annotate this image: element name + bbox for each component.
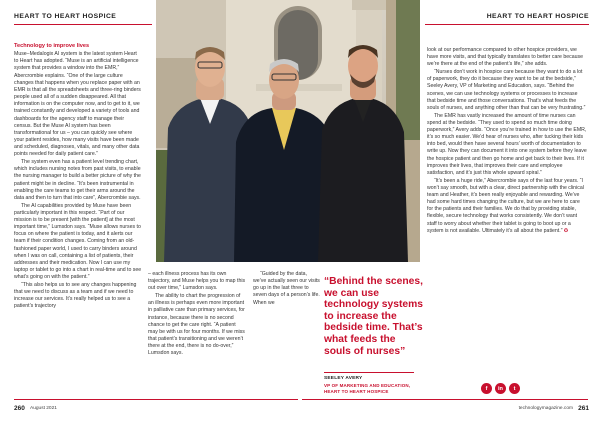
article-paragraph: “Guided by the data, we’ve actually seen our visits go up in the last three to seven days of a person’s life. When we (253, 271, 320, 306)
article-paragraph: “Nurses don’t work in hospice care because they want to do a lot of paperwork, they do it because they want to be at the bedside,” Seeley Avery, VP of Marketing and Education, says. “Behind the scenes, we can use technology systems or processes to increase that bedside time and those conversations. That’s what feeds the souls of nurses, and anything other than that can be very frustrating.” (427, 69, 586, 111)
article-paragraph: The ability to chart the progression of an illness is perhaps even more important in palliative care than primary services, for instance, because there is no second chance to get the care right. “A patient may be with us for four months. If we miss that patient’s transitioning and we weren’t there at the end, there is no do-over,” Lumsdon says. (148, 293, 245, 357)
pull-quote-attribution-title: VP OF MARKETING AND EDUCATION, HEART TO HEART HOSPICE (324, 383, 411, 394)
running-header-right: HEART TO HEART HOSPICE (486, 13, 589, 20)
pull-quote: “Behind the scenes, we can use technology systems to increase the bedside time. That’s what feeds the souls of nurses” (324, 276, 423, 357)
running-header-left: HEART TO HEART HOSPICE (14, 13, 117, 20)
article-column-3 (253, 271, 321, 307)
article-paragraph: Muse–Medalogix AI system is the latest system Heart to Heart has adopted. “Muse is an artificial intelligence system that provides a window into the EMR,” Abercrombie explains. “One of the large culture changes that happens when you replace paper with an EMR is that all the spreadsheets and three-ring binders people used all of a sudden disappeared. All that information is on the computer now, and to get to it, we trained constantly and developed a variety of tools and dashboards for the agency staff to manage their census. But the Muse AI system has been transformational for us – you can quickly see where your patient resides, how many visits have been made and scheduled, diagnoses, vitals, and many other data points needed for daily patient care.” (14, 51, 141, 158)
executives-photo (156, 0, 420, 262)
article-column-5 (427, 47, 587, 235)
article-paragraph: The EMR has vastly increased the amount of time nurses can spend at the bedside. “They used to spend so much time doing paperwork,” Avery adds. “Once you’re trained in how to use the EMR, it’s so much easier. We’d hear of nurses who, after tucking their kids into bed, would then have several hours’ worth of documentation to write up. Now they can document it into one system before they leave the hospice patient and then go home and get back to their lives. If it improves their lives, that improves their care and employee satisfaction, and it’s just this whole upward spiral.” (427, 112, 587, 176)
social-links (481, 383, 520, 394)
article-paragraph: The system even has a patient level trending chart, which includes nursing notes from past visits, to enable the nursing manager to build a better picture of why the patient might be in decline. “It’s been instrumental in enabling the care teams to get their arms around the data and then to turn that into care”, Abercrombie says. (14, 159, 141, 201)
linkedin-icon[interactable]: in (495, 383, 506, 394)
header-rule-left (14, 24, 152, 25)
twitter-icon[interactable]: t (509, 383, 520, 394)
footer-rule-left (14, 399, 298, 400)
issue-date: August 2021 (30, 406, 57, 411)
article-paragraph: look at our performance compared to other hospice providers, we have more visits, and that typically translates to better care because we’re there at the end of the patient’s life,” she adds. (427, 47, 583, 68)
article-subhead: Technology to improve lives (14, 43, 90, 49)
facebook-icon[interactable]: f (481, 383, 492, 394)
article-paragraph: “This also helps us to see any changes happening that we need to discuss as a team and if we need to increase our services. It’s really helped us to see a patient’s trajectory (14, 281, 137, 310)
header-rule-right (425, 24, 589, 25)
article-paragraph-text: “It’s been a huge ride,” Abercrombie says of the last four years. “I won’t say smooth, but with a clear, direct partnership with the clinical team and Heather, it’s been really enjoyable and rewarding. We’ve had some hard times changing the culture, but we are here to care for the patients and their families. We do that by providing stable, flexible, secure technology that works consistently. We don’t want staff to worry about whether their tablet is going to boot up or a system is not available. Ultimately it’s all about the patient.” (427, 177, 584, 234)
pull-quote-attribution-name: SEELEY AVERY (324, 376, 363, 381)
article-column-1 (14, 43, 142, 311)
end-mark-icon: ✪ (563, 227, 569, 234)
footer-rule-right (302, 399, 588, 400)
pull-quote-rule (324, 372, 414, 373)
article-paragraph (427, 178, 587, 235)
page-number-left: 260 (14, 405, 25, 412)
article-paragraph: – each illness process has its own trajectory, and Muse helps you to map this out over time,” Lumsdon says. (148, 271, 246, 292)
article-column-2 (148, 271, 246, 358)
page-number-right: 261 (578, 405, 589, 412)
magazine-website[interactable]: technologymagazine.com (518, 406, 573, 411)
article-paragraph: The AI capabilities provided by Muse have been particularly important in this respect. “Part of our mission is to be present [with the patient] at the most important time,” Lumsdon says. “Muse allows nurses to focus on where the patient is today, and it alerts our team if their condition changes. Coming from an old-fashioned paper world, I used to carry binders around when I was on call, containing a list of patients, their addresses and their medication. Now I can use my laptop or tablet to go into a chart in real-time and to see what’s going on with the patient.” (14, 202, 142, 281)
